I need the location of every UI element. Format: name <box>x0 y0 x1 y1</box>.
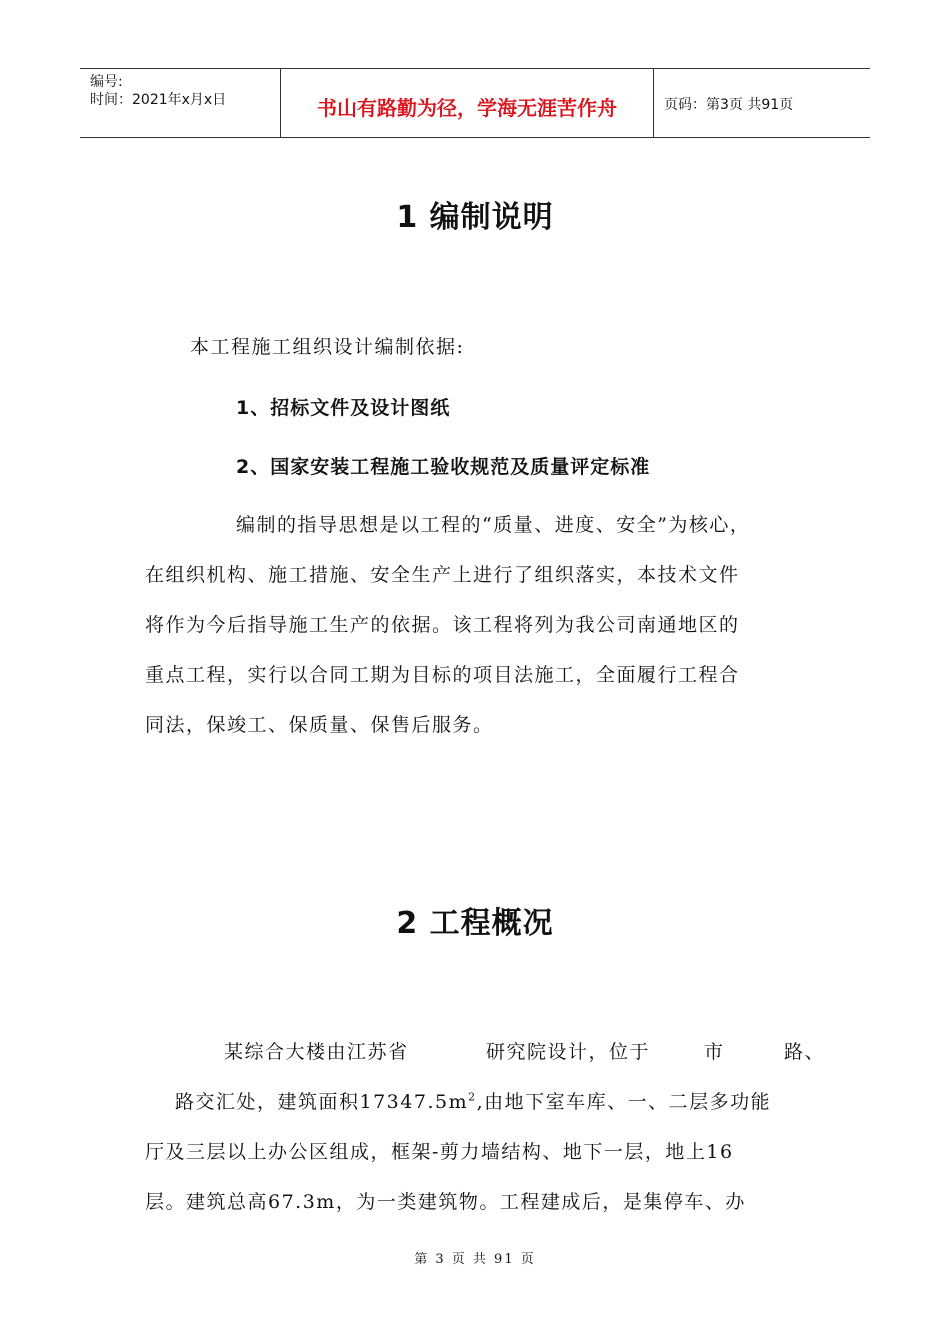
area-text: 路交汇处，建筑面积17347.5m <box>175 1091 469 1113</box>
section-1-title: 1 编制说明 <box>396 200 554 235</box>
area-text-continued: ,由地下室车库、一、二层多功能 <box>476 1091 772 1113</box>
overview-text-1d: 路、 <box>784 1041 826 1063</box>
page-header <box>80 68 870 138</box>
basis-item-1: 1、招标文件及设计图纸 <box>236 397 451 419</box>
paragraph-line: 将作为今后指导施工生产的依据。该工程将列为我公司南通地区的 <box>145 614 740 636</box>
header-meta <box>80 69 280 137</box>
paragraph-line: 同法，保竣工、保质量、保售后服务。 <box>145 714 494 736</box>
basis-intro: 本工程施工组织设计编制依据: <box>190 336 465 358</box>
paragraph-line: 在组织机构、施工措施、安全生产上进行了组织落实，本技术文件 <box>145 564 740 586</box>
document-date: 时间：2021年x月x日 <box>90 92 227 108</box>
overview-text-3: 厅及三层以上办公区组成，框架-剪力墙结构、地下一层，地上16 <box>145 1141 734 1163</box>
section-2-title: 2 工程概况 <box>396 906 554 941</box>
header-motto: 书山有路勤为径，学海无涯苦作舟 <box>280 69 654 137</box>
document-number-label: 编号: <box>90 74 123 90</box>
overview-text-1c: 市 <box>704 1041 725 1063</box>
area-unit-superscript: 2 <box>468 1090 477 1104</box>
overview-text-1a: 某综合大楼由江苏省 <box>224 1041 409 1063</box>
page-footer: 第 3 页 共 91 页 <box>414 1252 536 1267</box>
paragraph-line: 重点工程，实行以合同工期为目标的项目法施工，全面履行工程合 <box>145 664 740 686</box>
overview-text-2 <box>175 1087 771 1114</box>
overview-text-1b: 研究院设计，位于 <box>486 1041 651 1063</box>
header-page-info: 页码：第3页 共91页 <box>664 97 794 113</box>
overview-text-4: 层。建筑总高67.3m，为一类建筑物。工程建成后，是集停车、办 <box>145 1191 746 1213</box>
basis-item-2: 2、国家安装工程施工验收规范及质量评定标准 <box>236 456 651 478</box>
paragraph-line: 编制的指导思想是以工程的“质量、进度、安全”为核心， <box>236 514 751 536</box>
